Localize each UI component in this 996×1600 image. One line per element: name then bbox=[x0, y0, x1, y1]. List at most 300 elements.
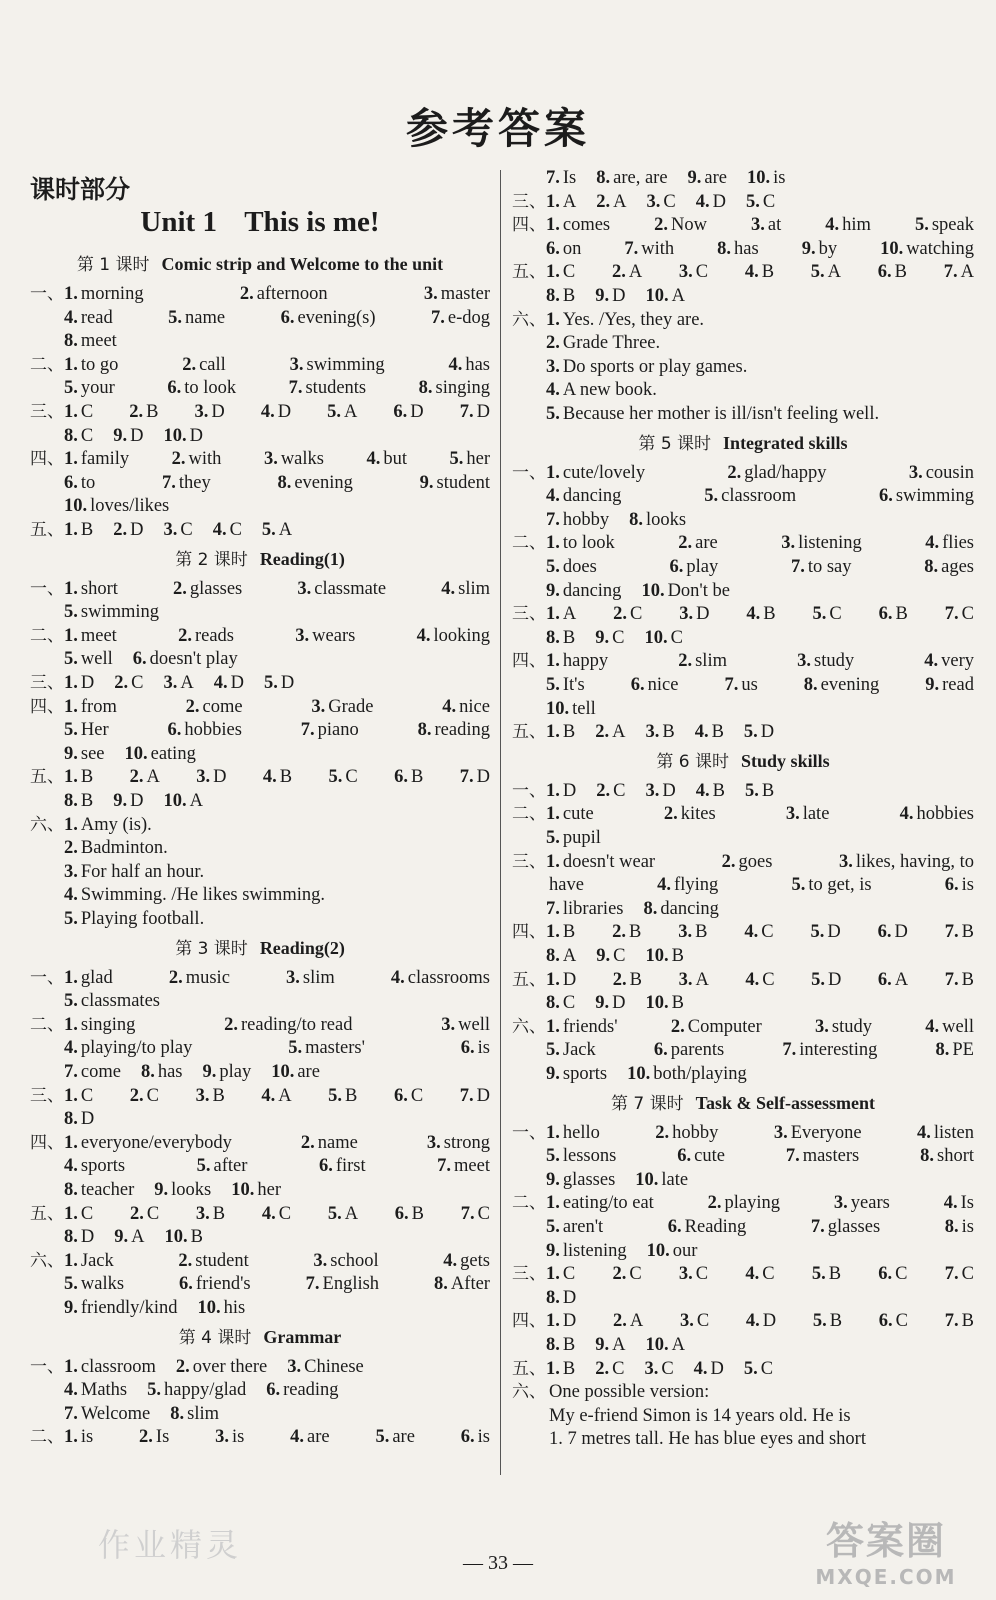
answer-item bbox=[64, 447, 129, 471]
answer-item bbox=[172, 447, 222, 471]
answer-text: Badminton. bbox=[80, 838, 168, 859]
answer-text: B bbox=[961, 1311, 974, 1332]
answer-number: 8. bbox=[277, 472, 292, 493]
answer-number: 6. bbox=[878, 1311, 893, 1332]
answer-item bbox=[64, 836, 168, 860]
answer-text: looks bbox=[171, 1180, 212, 1200]
section-marker: 二、 bbox=[30, 625, 64, 646]
answer-text: B bbox=[562, 722, 576, 743]
answer-text: to look bbox=[184, 378, 237, 399]
answer-items bbox=[546, 1015, 974, 1039]
answer-number: 1. bbox=[546, 651, 560, 672]
answer-item bbox=[460, 400, 490, 424]
answer-text: Chinese bbox=[304, 1356, 364, 1377]
answer-number: 6. bbox=[877, 922, 892, 943]
answer-text: at bbox=[767, 215, 782, 236]
answer-item bbox=[546, 1015, 618, 1039]
answer-number: 3. bbox=[646, 191, 661, 212]
answer-item bbox=[64, 813, 152, 837]
answer-item bbox=[546, 508, 609, 532]
answer-text: looking bbox=[433, 625, 490, 646]
answer-text: has bbox=[734, 238, 759, 259]
answer-number: 1. bbox=[64, 1014, 78, 1035]
answer-row bbox=[30, 695, 490, 719]
answer-item bbox=[595, 991, 625, 1015]
answer-item bbox=[394, 765, 423, 789]
answer-item bbox=[811, 1215, 880, 1239]
answer-items bbox=[64, 1154, 490, 1178]
answer-item bbox=[924, 555, 974, 579]
answer-item bbox=[624, 237, 674, 261]
answer-item bbox=[613, 1309, 643, 1333]
answer-row bbox=[30, 671, 490, 695]
section-marker: 一、 bbox=[30, 284, 64, 304]
answer-item bbox=[196, 1202, 225, 1226]
answer-text: doesn't wear bbox=[562, 851, 656, 872]
answer-items bbox=[546, 920, 974, 944]
lesson-heading bbox=[30, 934, 490, 959]
answer-row bbox=[512, 873, 974, 897]
answer-item bbox=[813, 1309, 842, 1333]
answer-number: 7. bbox=[546, 509, 560, 530]
answer-number: 5. bbox=[743, 1358, 758, 1379]
answer-text: C bbox=[760, 1358, 774, 1379]
answer-number: 1. bbox=[546, 804, 560, 825]
answer-number: 4. bbox=[744, 922, 759, 943]
answer-number: 2. bbox=[595, 1358, 610, 1379]
answer-number: 5. bbox=[328, 767, 343, 788]
answer-text: his bbox=[223, 1298, 246, 1318]
answer-items bbox=[546, 802, 974, 826]
answer-row bbox=[512, 626, 974, 650]
answer-number: 3. bbox=[838, 851, 853, 872]
section-marker: 五、 bbox=[512, 262, 546, 283]
answer-number: 1. bbox=[64, 1427, 78, 1448]
answer-row bbox=[30, 1107, 490, 1131]
answer-item bbox=[393, 400, 423, 424]
answer-item bbox=[546, 944, 576, 968]
answer-row bbox=[30, 765, 490, 789]
answer-row bbox=[30, 1402, 490, 1426]
lesson-title: Reading(2) bbox=[259, 937, 345, 958]
answer-text: watching bbox=[906, 238, 974, 259]
answer-number: 2. bbox=[670, 1016, 685, 1037]
answer-number: 5. bbox=[327, 402, 341, 422]
answer-text: Grade Three. bbox=[562, 333, 661, 354]
answer-number: 6. bbox=[179, 1274, 193, 1295]
answer-number: 2. bbox=[707, 1193, 722, 1214]
answer-text: play bbox=[686, 557, 719, 577]
answer-item bbox=[64, 742, 105, 766]
answer-row bbox=[30, 282, 490, 306]
answer-number: 4. bbox=[442, 696, 457, 717]
answer-text: D bbox=[760, 722, 775, 743]
answer-text: C bbox=[663, 191, 676, 212]
answer-items bbox=[546, 1427, 974, 1451]
answer-number: 7. bbox=[288, 378, 303, 399]
answer-item bbox=[945, 1309, 974, 1333]
answer-item bbox=[595, 284, 625, 308]
answer-text: singing bbox=[80, 1014, 136, 1035]
answer-number: 8. bbox=[920, 1146, 934, 1167]
answer-number: 4. bbox=[441, 578, 456, 599]
answer-item bbox=[945, 968, 974, 992]
answer-item bbox=[329, 765, 358, 789]
answer-text: B bbox=[345, 1085, 358, 1106]
answer-text: B bbox=[410, 767, 424, 788]
answer-number: 9. bbox=[154, 1180, 169, 1200]
answer-item bbox=[266, 1378, 338, 1402]
answer-item bbox=[744, 1357, 773, 1381]
section-marker: 六、 bbox=[30, 1250, 64, 1271]
answer-text: friendly/kind bbox=[80, 1298, 178, 1318]
answer-item bbox=[64, 353, 118, 377]
answer-text: D bbox=[662, 780, 676, 801]
answer-text: school bbox=[330, 1250, 379, 1271]
answer-number: 9. bbox=[419, 472, 434, 493]
answer-text: D bbox=[562, 969, 577, 990]
answer-number: 4. bbox=[212, 520, 227, 540]
answer-number: 5. bbox=[168, 307, 183, 328]
answer-row bbox=[512, 697, 974, 721]
answer-text: slim bbox=[458, 578, 490, 599]
answer-number: 10. bbox=[880, 238, 904, 259]
answer-text: sports bbox=[562, 1064, 608, 1084]
answer-row bbox=[512, 1286, 974, 1310]
answer-item bbox=[64, 860, 204, 884]
answer-item bbox=[917, 1121, 974, 1145]
section-marker: 一、 bbox=[512, 462, 546, 483]
answer-number: 4. bbox=[745, 1264, 760, 1285]
answer-items bbox=[546, 308, 974, 332]
answer-item bbox=[64, 695, 117, 719]
answer-number: 9. bbox=[595, 993, 610, 1014]
answer-number: 3. bbox=[215, 1427, 229, 1448]
answer-item bbox=[64, 789, 93, 813]
answer-row bbox=[30, 1202, 490, 1226]
answer-item bbox=[678, 531, 717, 555]
answer-number: 5. bbox=[810, 922, 825, 943]
answer-number: 5. bbox=[375, 1427, 390, 1448]
answer-text: A bbox=[562, 946, 577, 966]
answer-items bbox=[546, 873, 974, 897]
answer-text: C bbox=[612, 627, 625, 648]
answer-item bbox=[641, 579, 730, 603]
answer-item bbox=[834, 1191, 890, 1215]
answer-number: 5. bbox=[147, 1380, 161, 1401]
answer-items bbox=[64, 1178, 490, 1202]
answer-items bbox=[64, 742, 490, 766]
answer-number: 8. bbox=[64, 1109, 78, 1130]
answer-number: 9. bbox=[113, 791, 128, 811]
answer-number: 5. bbox=[546, 557, 560, 577]
answer-number: 4. bbox=[744, 262, 759, 283]
answer-text: has bbox=[465, 354, 490, 375]
answer-item bbox=[668, 1215, 747, 1239]
answer-items bbox=[546, 260, 974, 284]
answer-number: 2. bbox=[612, 1311, 627, 1332]
answer-item bbox=[301, 718, 359, 742]
answer-item bbox=[797, 649, 854, 673]
answer-item bbox=[645, 284, 685, 308]
section-marker: 六、 bbox=[512, 1382, 546, 1403]
answer-number: 7. bbox=[305, 1274, 320, 1295]
answer-number: 7. bbox=[782, 1040, 797, 1061]
answer-items bbox=[64, 1425, 490, 1449]
answer-item bbox=[694, 1357, 724, 1381]
answer-row bbox=[512, 1015, 974, 1039]
answer-text: sports bbox=[80, 1156, 126, 1177]
answer-text: master bbox=[440, 284, 490, 304]
answer-row bbox=[512, 1191, 974, 1215]
answer-item bbox=[460, 765, 490, 789]
answer-text: piano bbox=[317, 720, 359, 741]
answer-item bbox=[327, 400, 357, 424]
answer-number: 6. bbox=[653, 1040, 668, 1061]
answer-number: 1. bbox=[64, 578, 78, 599]
answer-items bbox=[64, 907, 490, 931]
section-marker: 三、 bbox=[30, 673, 64, 693]
answer-number: 10. bbox=[646, 1240, 670, 1261]
answer-items bbox=[546, 1404, 974, 1428]
answer-item bbox=[915, 213, 974, 237]
answer-row bbox=[30, 742, 490, 766]
answer-item bbox=[461, 1202, 490, 1226]
answer-number: 10. bbox=[546, 698, 570, 719]
answer-number: 3. bbox=[289, 354, 304, 375]
answer-item bbox=[261, 1084, 291, 1108]
answer-row bbox=[30, 1355, 490, 1379]
answer-row bbox=[512, 1038, 974, 1062]
answer-text: they bbox=[178, 472, 211, 493]
answer-text: afternoon bbox=[256, 284, 328, 304]
answer-text: D bbox=[612, 993, 626, 1014]
answer-text: C bbox=[612, 1358, 625, 1379]
answer-number: 5. bbox=[196, 1156, 211, 1177]
answer-item bbox=[64, 1084, 93, 1108]
answer-items bbox=[64, 765, 490, 789]
answer-number: 1. bbox=[546, 969, 560, 990]
answer-text: are bbox=[695, 533, 718, 554]
answer-text: B bbox=[146, 402, 159, 422]
answer-row bbox=[30, 1060, 490, 1084]
answer-text: happy/glad bbox=[164, 1380, 247, 1401]
answer-text: D bbox=[710, 1358, 724, 1379]
answer-number: 2. bbox=[129, 1085, 144, 1106]
answer-item bbox=[546, 920, 575, 944]
answer-text: C bbox=[762, 191, 776, 212]
answer-item bbox=[64, 1060, 121, 1084]
answer-item bbox=[786, 802, 830, 826]
answer-text: doesn't play bbox=[149, 649, 238, 670]
answer-number: 7. bbox=[944, 1264, 959, 1285]
answer-item bbox=[64, 1154, 125, 1178]
answer-text: have bbox=[549, 875, 584, 896]
answer-text: listen bbox=[933, 1122, 974, 1143]
answer-text: A bbox=[189, 791, 203, 811]
answer-item bbox=[746, 190, 775, 214]
answer-number: 8. bbox=[546, 1287, 560, 1308]
answer-number: 3. bbox=[297, 578, 312, 599]
answer-text: Because her mother is ill/isn't feeling well. bbox=[562, 404, 880, 424]
answer-number: 6. bbox=[878, 604, 893, 625]
answer-text: dancing bbox=[562, 580, 622, 601]
answer-text: A bbox=[613, 191, 627, 212]
answer-text: C bbox=[180, 520, 193, 540]
answer-number: 6. bbox=[677, 1146, 692, 1167]
answer-text: Is bbox=[155, 1427, 170, 1448]
answer-text: B bbox=[562, 1335, 576, 1355]
answer-text: B bbox=[80, 520, 94, 540]
section-marker: 三、 bbox=[30, 1085, 64, 1106]
answer-number: 6. bbox=[460, 1427, 475, 1448]
answer-text: C bbox=[562, 1264, 576, 1285]
answer-row bbox=[512, 1309, 974, 1333]
answer-number: 2. bbox=[678, 651, 693, 672]
answer-text: happy bbox=[562, 651, 609, 672]
answer-number: 8. bbox=[944, 1217, 959, 1237]
answer-number: 1. bbox=[64, 967, 78, 988]
answer-items bbox=[64, 518, 490, 542]
answer-number: 2. bbox=[596, 780, 611, 801]
answer-item bbox=[154, 1178, 211, 1202]
answer-number: 6. bbox=[669, 557, 684, 577]
answer-item bbox=[654, 213, 707, 237]
answer-row bbox=[512, 1239, 974, 1263]
answer-item bbox=[724, 673, 757, 697]
answer-text: is bbox=[961, 1217, 974, 1237]
answer-text: A bbox=[960, 262, 974, 283]
answer-items bbox=[546, 649, 974, 673]
answer-number: 5. bbox=[328, 1085, 343, 1106]
answer-text: PE bbox=[952, 1040, 974, 1061]
answer-text: C bbox=[961, 1264, 974, 1285]
answer-row bbox=[30, 471, 490, 495]
answer-item bbox=[945, 602, 974, 626]
answer-number: 1. bbox=[546, 851, 560, 872]
answer-item bbox=[286, 966, 335, 990]
answer-item bbox=[925, 1015, 974, 1039]
answer-row bbox=[512, 920, 974, 944]
answer-number: 5. bbox=[914, 215, 929, 236]
answer-items bbox=[64, 647, 490, 671]
answer-text: A bbox=[344, 1203, 359, 1224]
answer-item bbox=[64, 1272, 124, 1296]
answer-text: cute bbox=[562, 804, 594, 825]
answer-item bbox=[944, 260, 974, 284]
answer-item bbox=[745, 260, 774, 284]
answer-number: 1. bbox=[546, 1193, 560, 1214]
answer-text: classrooms bbox=[407, 967, 490, 988]
answer-text: English bbox=[322, 1274, 380, 1295]
answer-text: name bbox=[317, 1132, 358, 1153]
answer-row bbox=[512, 826, 974, 850]
lesson-title: Reading(1) bbox=[259, 548, 345, 569]
answer-text: see bbox=[80, 743, 105, 764]
answer-number: 3. bbox=[295, 625, 310, 646]
answer-item bbox=[215, 1425, 244, 1449]
answer-item bbox=[722, 850, 773, 874]
answer-text: Playing football. bbox=[80, 909, 205, 929]
answer-row bbox=[512, 1062, 974, 1086]
answer-row bbox=[512, 190, 974, 214]
answer-number: 5. bbox=[546, 828, 560, 848]
answer-text: eating/to eat bbox=[562, 1193, 654, 1214]
answer-item bbox=[262, 518, 292, 542]
answer-item bbox=[178, 1249, 248, 1273]
answer-item bbox=[141, 1060, 183, 1084]
answer-number: 4. bbox=[924, 651, 939, 672]
answer-number: 3. bbox=[678, 969, 693, 990]
answer-number: 7. bbox=[944, 604, 959, 625]
answer-text: Swimming. /He likes swimming. bbox=[80, 885, 325, 906]
answer-item bbox=[167, 376, 236, 400]
answer-item bbox=[878, 968, 908, 992]
answer-text: A bbox=[827, 262, 842, 283]
answer-number: 8. bbox=[546, 286, 560, 306]
answer-number: 1. bbox=[546, 309, 560, 330]
answer-number: 9. bbox=[114, 1227, 129, 1248]
answer-item bbox=[678, 649, 727, 673]
answer-text: B bbox=[562, 627, 576, 648]
answer-text: our bbox=[672, 1240, 698, 1261]
answer-number: 9. bbox=[546, 1169, 560, 1190]
answer-text: listening bbox=[562, 1240, 627, 1261]
answer-items bbox=[64, 1013, 490, 1037]
answer-item bbox=[645, 720, 674, 744]
answer-item bbox=[546, 555, 597, 579]
answer-item bbox=[395, 1202, 424, 1226]
answer-text: years bbox=[850, 1193, 890, 1214]
answer-number: 2. bbox=[224, 1014, 239, 1035]
answer-item bbox=[546, 1062, 607, 1086]
answer-item bbox=[546, 720, 575, 744]
answer-item bbox=[442, 695, 490, 719]
answer-items bbox=[546, 508, 974, 532]
answer-item bbox=[645, 991, 683, 1015]
answer-item bbox=[546, 1262, 575, 1286]
answer-text: B bbox=[895, 604, 908, 625]
answer-item bbox=[64, 518, 93, 542]
answer-item bbox=[644, 626, 682, 650]
answer-number: 7. bbox=[459, 402, 474, 422]
answer-number: 6. bbox=[394, 1203, 409, 1224]
answer-item bbox=[231, 1178, 281, 1202]
answer-number: 5. bbox=[261, 520, 276, 540]
answer-item bbox=[825, 213, 871, 237]
answer-number: 5. bbox=[546, 675, 560, 695]
answer-text: aren't bbox=[562, 1217, 604, 1237]
answer-text: My e-friend Simon is 14 years old. He is bbox=[549, 1405, 851, 1426]
answer-number: 6. bbox=[393, 1085, 408, 1106]
answer-number: 6. bbox=[546, 238, 560, 259]
answer-number: 4. bbox=[290, 1427, 305, 1448]
answer-item bbox=[213, 518, 242, 542]
answer-text: slim bbox=[302, 967, 335, 988]
answer-item bbox=[417, 624, 490, 648]
answer-item bbox=[774, 1121, 862, 1145]
answer-text: D bbox=[410, 402, 424, 422]
answer-text: B bbox=[662, 722, 675, 743]
answer-row bbox=[512, 555, 974, 579]
answer-number: 2. bbox=[171, 449, 186, 470]
answer-item bbox=[130, 1084, 159, 1108]
answer-item bbox=[708, 1191, 780, 1215]
answer-row bbox=[30, 836, 490, 860]
answer-number: 5. bbox=[288, 1038, 303, 1059]
answer-text: hobby bbox=[562, 509, 610, 530]
answer-number: 6. bbox=[878, 486, 893, 507]
